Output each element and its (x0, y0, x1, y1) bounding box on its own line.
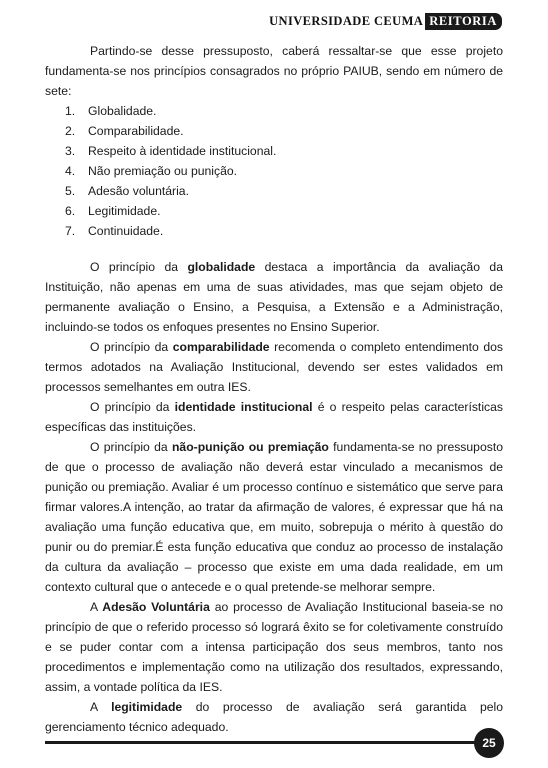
list-label: Comparabilidade. (88, 124, 184, 138)
list-number: 2. (65, 124, 76, 138)
paragraph-adesao (45, 597, 503, 697)
paragraph-identidade (45, 397, 503, 437)
key-term: legitimidade (111, 700, 183, 714)
page-body (45, 41, 503, 737)
list-item (45, 221, 503, 241)
intro-paragraph: Partindo-se desse pressuposto, caberá ressaltar-se que esse projeto fundamenta-se nos princípios consagrados no próprio PAIUB, sendo em número de sete: (45, 44, 503, 98)
key-term: globalidade (187, 260, 256, 274)
list-item (45, 141, 503, 161)
list-label: Adesão voluntária. (88, 184, 189, 198)
text-run: do processo de avaliação será garantida pelo gerenciamento técnico adequado. (45, 700, 503, 734)
list-number: 5. (65, 184, 76, 198)
list-label: Não premiação ou punição. (88, 164, 238, 178)
paragraph-legitimidade (45, 697, 503, 737)
paragraph-globalidade (45, 257, 503, 337)
key-term: não-punição ou premiação (171, 440, 329, 454)
list-item (45, 201, 503, 221)
text-run: O princípio da (90, 340, 173, 354)
university-name: UNIVERSIDADE CEUMA (269, 13, 424, 28)
list-label: Respeito à identidade institucional. (88, 144, 277, 158)
spacer (45, 241, 503, 257)
list-number: 3. (65, 144, 76, 158)
list-item (45, 161, 503, 181)
list-label: Legitimidade. (88, 204, 161, 218)
list-item (45, 121, 503, 141)
page-number: 25 (482, 736, 496, 750)
key-term: comparabilidade (172, 340, 270, 354)
text-run: O princípio da (90, 400, 175, 414)
text-run: é o respeito pelas características específicas das instituições. (45, 400, 503, 434)
text-run: O princípio da (90, 440, 172, 454)
list-item (45, 101, 503, 121)
list-number: 6. (65, 204, 76, 218)
key-term: identidade institucional (174, 400, 313, 414)
principles-list (45, 101, 503, 241)
page-number-badge (474, 728, 504, 758)
text-run: O princípio da (90, 260, 188, 274)
text-run: A (90, 700, 112, 714)
key-term: Adesão Voluntária (102, 600, 210, 614)
section-tag: REITORIA (425, 13, 502, 30)
text-run: A (90, 600, 103, 614)
list-label: Continuidade. (88, 224, 164, 238)
text-run: ao processo de Avaliação Institucional baseia-se no princípio de que o referido processo só logrará êxito se for coletivamente construído e se puder contar com a intensa participação dos seus membros, tanto nos procedimentos e implementação como na utilização dos resultados, expressando, assim, a vontade política da IES. (45, 600, 503, 694)
text-run: destaca a importância da avaliação da Instituição, não apenas em uma de suas atividades, mas que sejam objeto de permanente avaliação o Ensino, a Pesquisa, a Extensão e a Administração, incluindo-se todos os enfoques presentes no Ensino Superior. (45, 260, 503, 334)
list-number: 4. (65, 164, 76, 178)
paragraph-comparabilidade (45, 337, 503, 397)
text-run: recomenda o completo entendimento dos termos adotados na Avaliação Institucional, devendo ser estes validados em processos semelhantes em outra IES. (45, 340, 503, 394)
text-run: fundamenta-se no pressuposto de que o processo de avaliação não deverá estar vinculado a mecanismos de punição ou premiação. Avaliar é um processo contínuo e sistemático que serve para firmar valores.A intenção, ao tratar da afirmação de valores, é expressar que há na avaliação uma função educativa que, em muito, sobrepuja o mérito à questão do punir ou do premiar.É esta função educativa que conduz ao processo de instalação da cultura da avaliação – processo que existe em uma dada realidade, em um contexto cultural que o antecede e o qual pretende-se melhorar sempre. (45, 440, 503, 594)
list-item (45, 181, 503, 201)
list-number: 7. (65, 224, 76, 238)
list-number: 1. (65, 104, 76, 118)
list-label: Globalidade. (88, 104, 157, 118)
footer-rule (45, 741, 485, 744)
page-header (269, 12, 502, 30)
paragraph-nao-punicao (45, 437, 503, 597)
